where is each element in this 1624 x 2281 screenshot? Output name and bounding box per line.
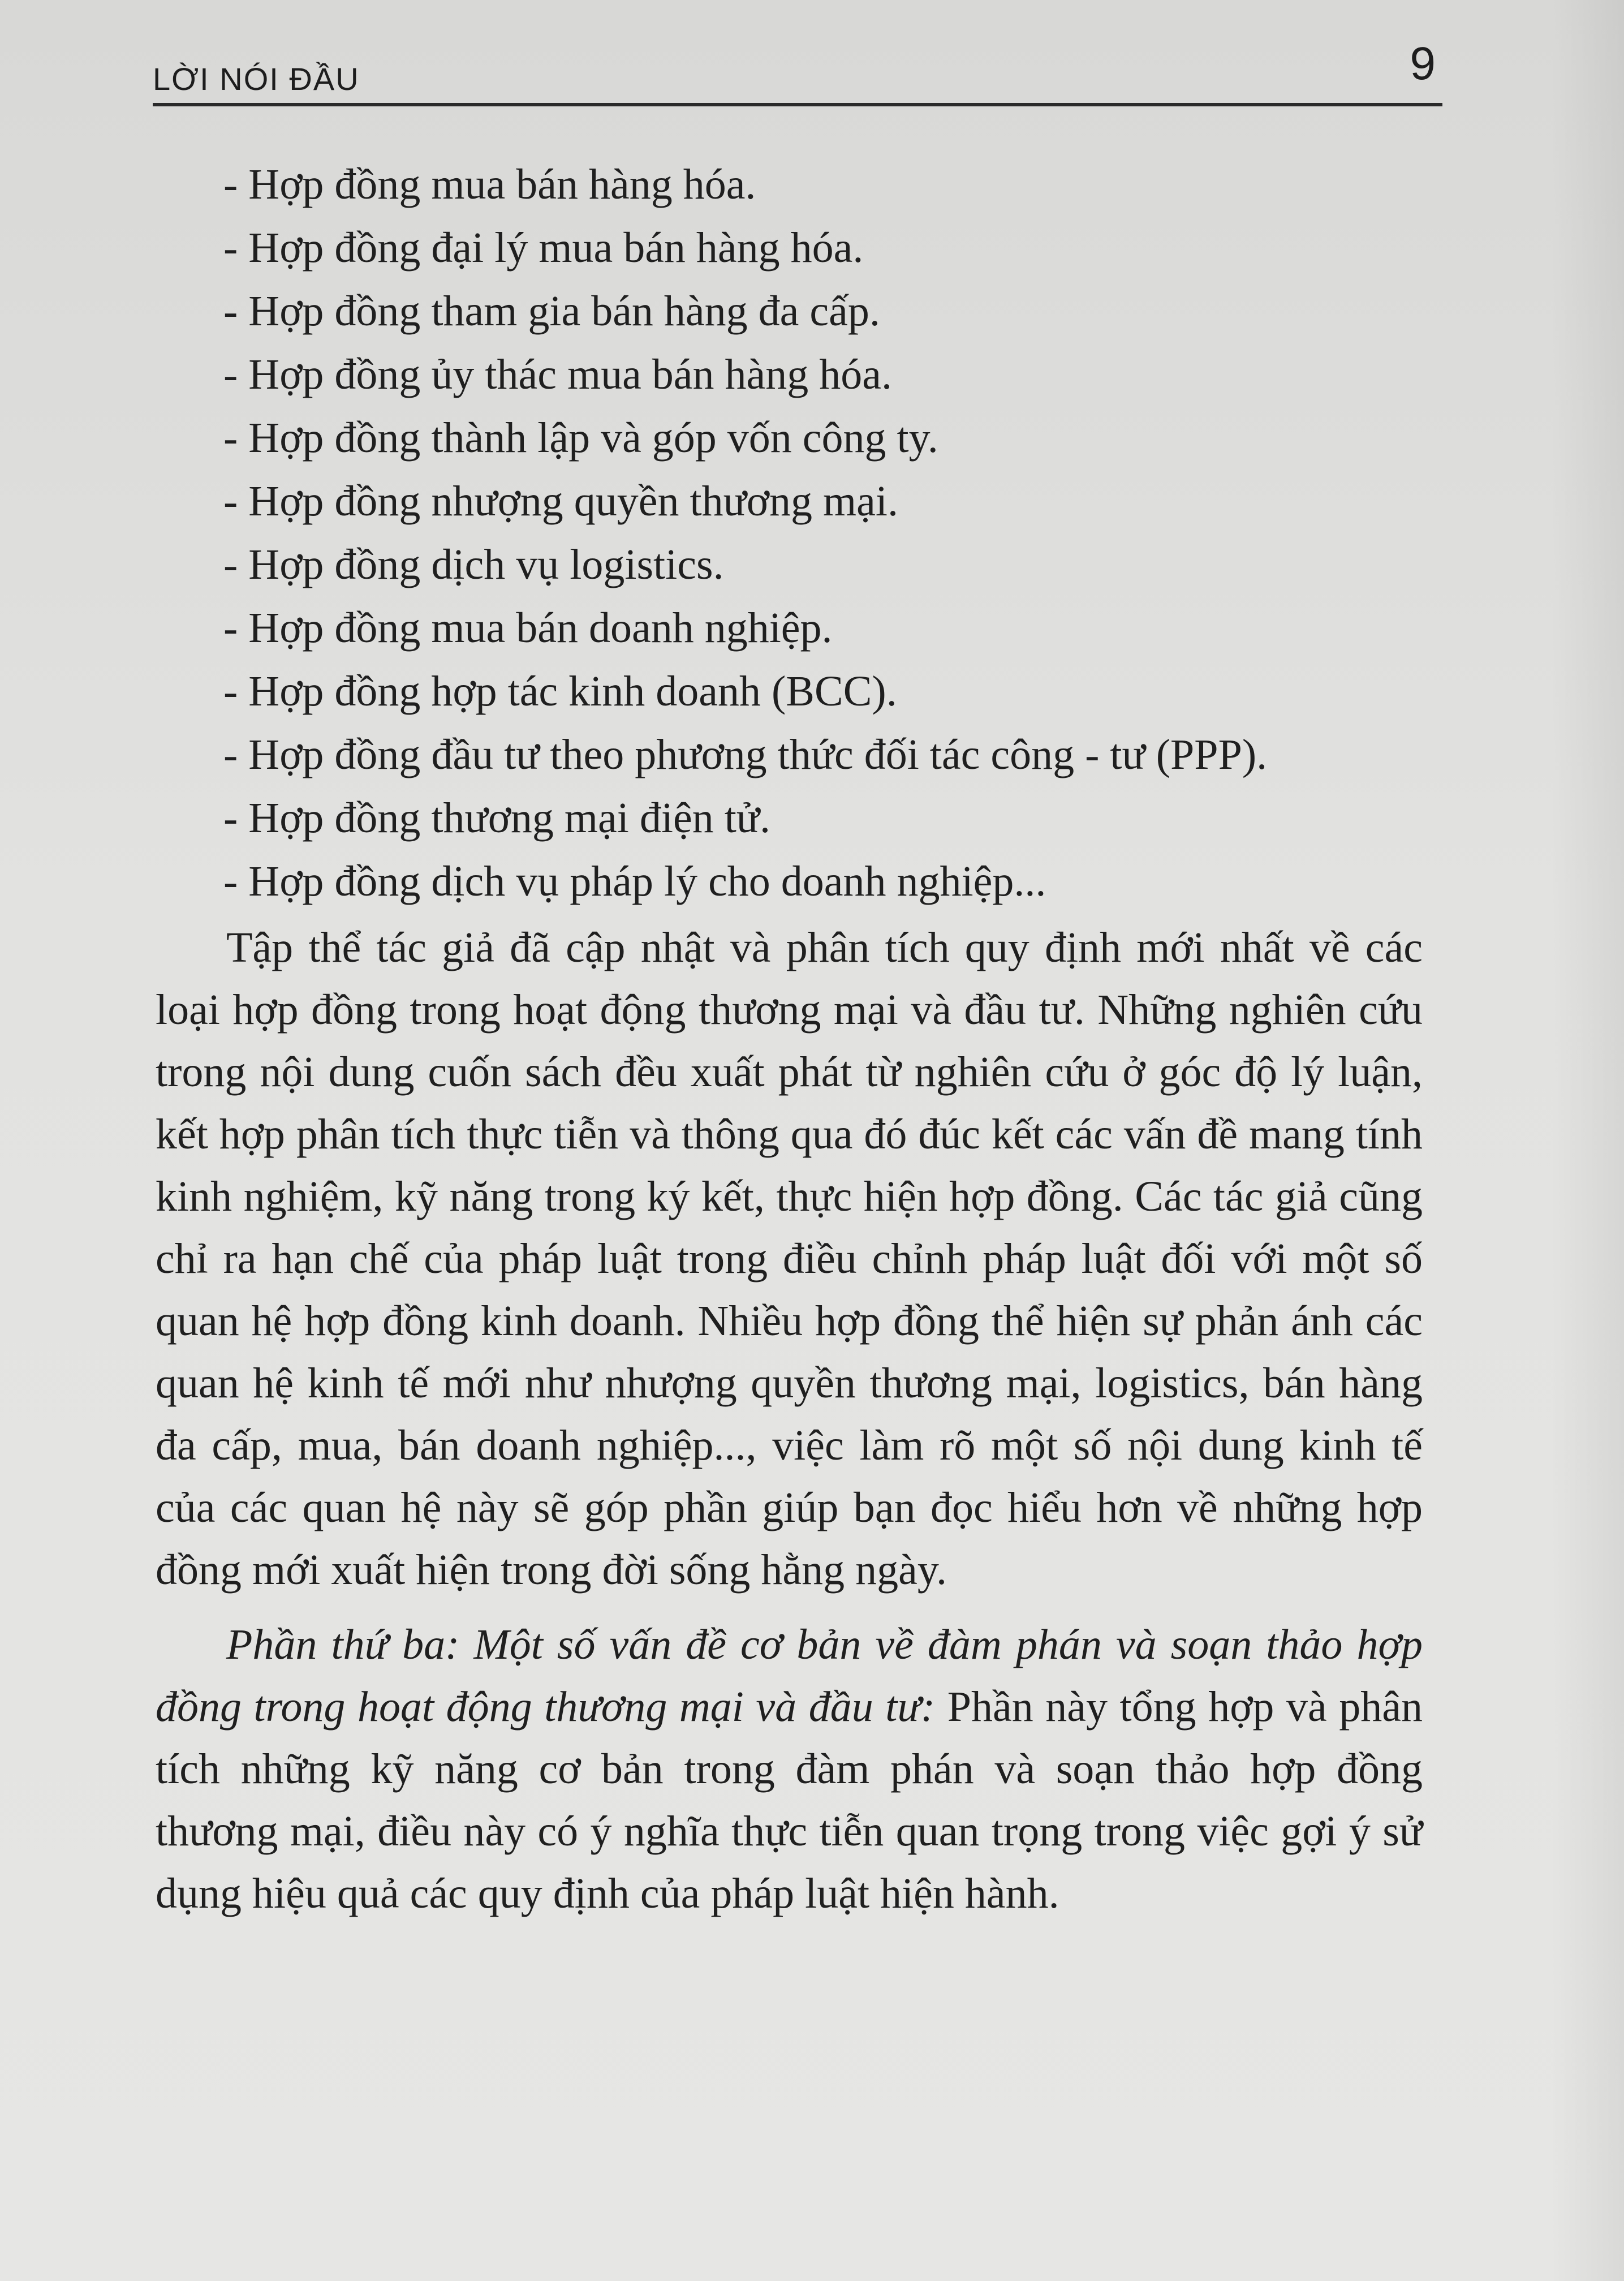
list-item: - Hợp đồng tham gia bán hàng đa cấp. xyxy=(223,287,880,335)
page-header xyxy=(153,29,1442,106)
list-item: - Hợp đồng ủy thác mua bán hàng hóa. xyxy=(223,351,893,398)
page-body xyxy=(156,153,1423,1925)
part-three-description: Phần này tổng hợp và phân tích những kỹ năng cơ bản trong đàm phán và soạn thảo hợp đồng thương mại, điều này có ý nghĩa thực tiễn quan trọng trong việc gợi ý sử dụng hiệu quả các quy định của pháp luật hiện hành. xyxy=(156,1683,1423,1917)
list-item: - Hợp đồng nhượng quyền thương mại. xyxy=(223,477,898,525)
list-item: - Hợp đồng đại lý mua bán hàng hóa. xyxy=(223,224,864,272)
part-three-heading: Phần thứ ba: Một số vấn đề cơ bản về đàm phán và soạn thảo hợp đồng trong hoạt động thương mại và đầu tư: xyxy=(156,1621,1423,1731)
running-head: LỜI NÓI ĐẦU xyxy=(153,61,360,97)
page-number: 9 xyxy=(1410,38,1436,89)
list-item: - Hợp đồng thương mại điện tử. xyxy=(223,794,770,842)
list-item: - Hợp đồng dịch vụ logistics. xyxy=(223,541,724,588)
list-item: - Hợp đồng mua bán doanh nghiệp. xyxy=(223,604,833,652)
list-item: - Hợp đồng đầu tư theo phương thức đối tác công - tư (PPP). xyxy=(223,731,1268,778)
list-item: - Hợp đồng mua bán hàng hóa. xyxy=(223,161,756,208)
list-item: - Hợp đồng dịch vụ pháp lý cho doanh nghiệp... xyxy=(223,858,1046,905)
list-item: - Hợp đồng thành lập và góp vốn công ty. xyxy=(223,414,938,462)
paragraph-part-three xyxy=(156,1613,1423,1925)
paragraph-authors-update: Tập thể tác giả đã cập nhật và phân tích quy định mới nhất về các loại hợp đồng trong hoạt động thương mại và đầu tư. Những nghiên cứu trong nội dung cuốn sách đều xuất phát từ nghiên cứu ở góc độ lý luận, kết hợp phân tích thực tiễn và thông qua đó đúc kết các vấn đề mang tính kinh nghiệm, kỹ năng trong ký kết, thực hiện hợp đồng. Các tác giả cũng chỉ ra hạn chế của pháp luật trong điều chỉnh pháp luật đối với một số quan hệ hợp đồng kinh doanh. Nhiều hợp đồng thể hiện sự phản ánh các quan hệ kinh tế mới như nhượng quyền thương mại, logistics, bán hàng đa cấp, mua, bán doanh nghiệp..., việc làm rõ một số nội dung kinh tế của các quan hệ này sẽ góp phần giúp bạn đọc hiểu hơn về những hợp đồng mới xuất hiện trong đời sống hằng ngày. xyxy=(156,924,1423,1594)
list-item: - Hợp đồng hợp tác kinh doanh (BCC). xyxy=(223,668,897,715)
contract-type-list xyxy=(156,153,1423,913)
